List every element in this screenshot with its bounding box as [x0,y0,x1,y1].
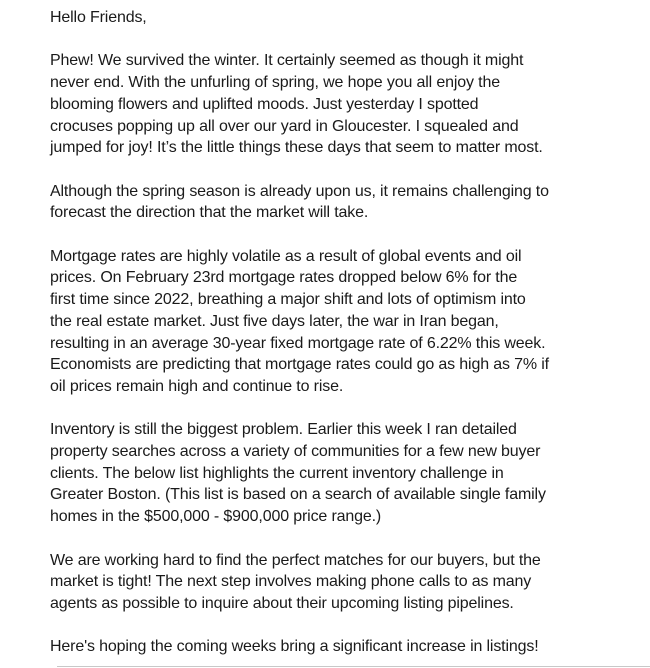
text-line: homes in the $500,000 - $900,000 price range.) [50,508,382,526]
text-line: jumped for joy! It’s the little things these days that seem to matter most. [50,139,543,157]
text-line: first time since 2022, breathing a major shift and lots of optimism into [50,291,526,309]
text-line: agents as possible to inquire about their upcoming listing pipelines. [50,594,514,612]
text-line: forecast the direction that the market will take. [50,204,369,222]
paragraph-mortgage-rates [50,246,620,398]
text-line: Inventory is still the biggest problem. Earlier this week I ran detailed [50,421,517,439]
text-line: the real estate market. Just five days later, the war in Iran began, [50,312,499,330]
text-line: crocuses popping up all over our yard in Gloucester. I squealed and [50,117,519,135]
text-line: Economists are predicting that mortgage rates could go as high as 7% if [50,356,549,374]
paragraph-inventory [50,419,620,528]
paragraph-winter-spring [50,50,620,159]
text-line: oil prices remain high and continue to rise. [50,377,344,395]
text-line: Although the spring season is already upon us, it remains challenging to [50,182,549,200]
paragraph-buyers [50,550,620,615]
text-line: We are working hard to find the perfect matches for our buyers, but the [50,551,541,569]
text-line: clients. The below list highlights the current inventory challenge in [50,464,504,482]
text-line: Hello Friends, [50,9,147,26]
text-line: blooming flowers and uplifted moods. Just yesterday I spotted [50,95,479,113]
text-line: Mortgage rates are highly volatile as a result of global events and oil [50,247,522,265]
paragraph-closing [50,636,620,658]
greeting-paragraph [50,7,620,29]
text-line: Phew! We survived the winter. It certainly seemed as though it might [50,52,524,70]
bottom-divider [57,666,650,667]
text-line: Here's hoping the coming weeks bring a significant increase in listings! [50,638,539,656]
paragraph-market-forecast [50,181,620,224]
text-line: property searches across a variety of communities for a few new buyer [50,443,541,460]
text-line: never end. With the unfurling of spring, we hope you all enjoy the [50,74,500,92]
text-line: prices. On February 23rd mortgage rates dropped below 6% for the [50,269,518,287]
text-line: Greater Boston. (This list is based on a search of available single family [50,486,546,504]
text-line: market is tight! The next step involves making phone calls to as many [50,573,532,591]
text-line: resulting in an average 30-year fixed mortgage rate of 6.22% this week. [50,334,546,352]
